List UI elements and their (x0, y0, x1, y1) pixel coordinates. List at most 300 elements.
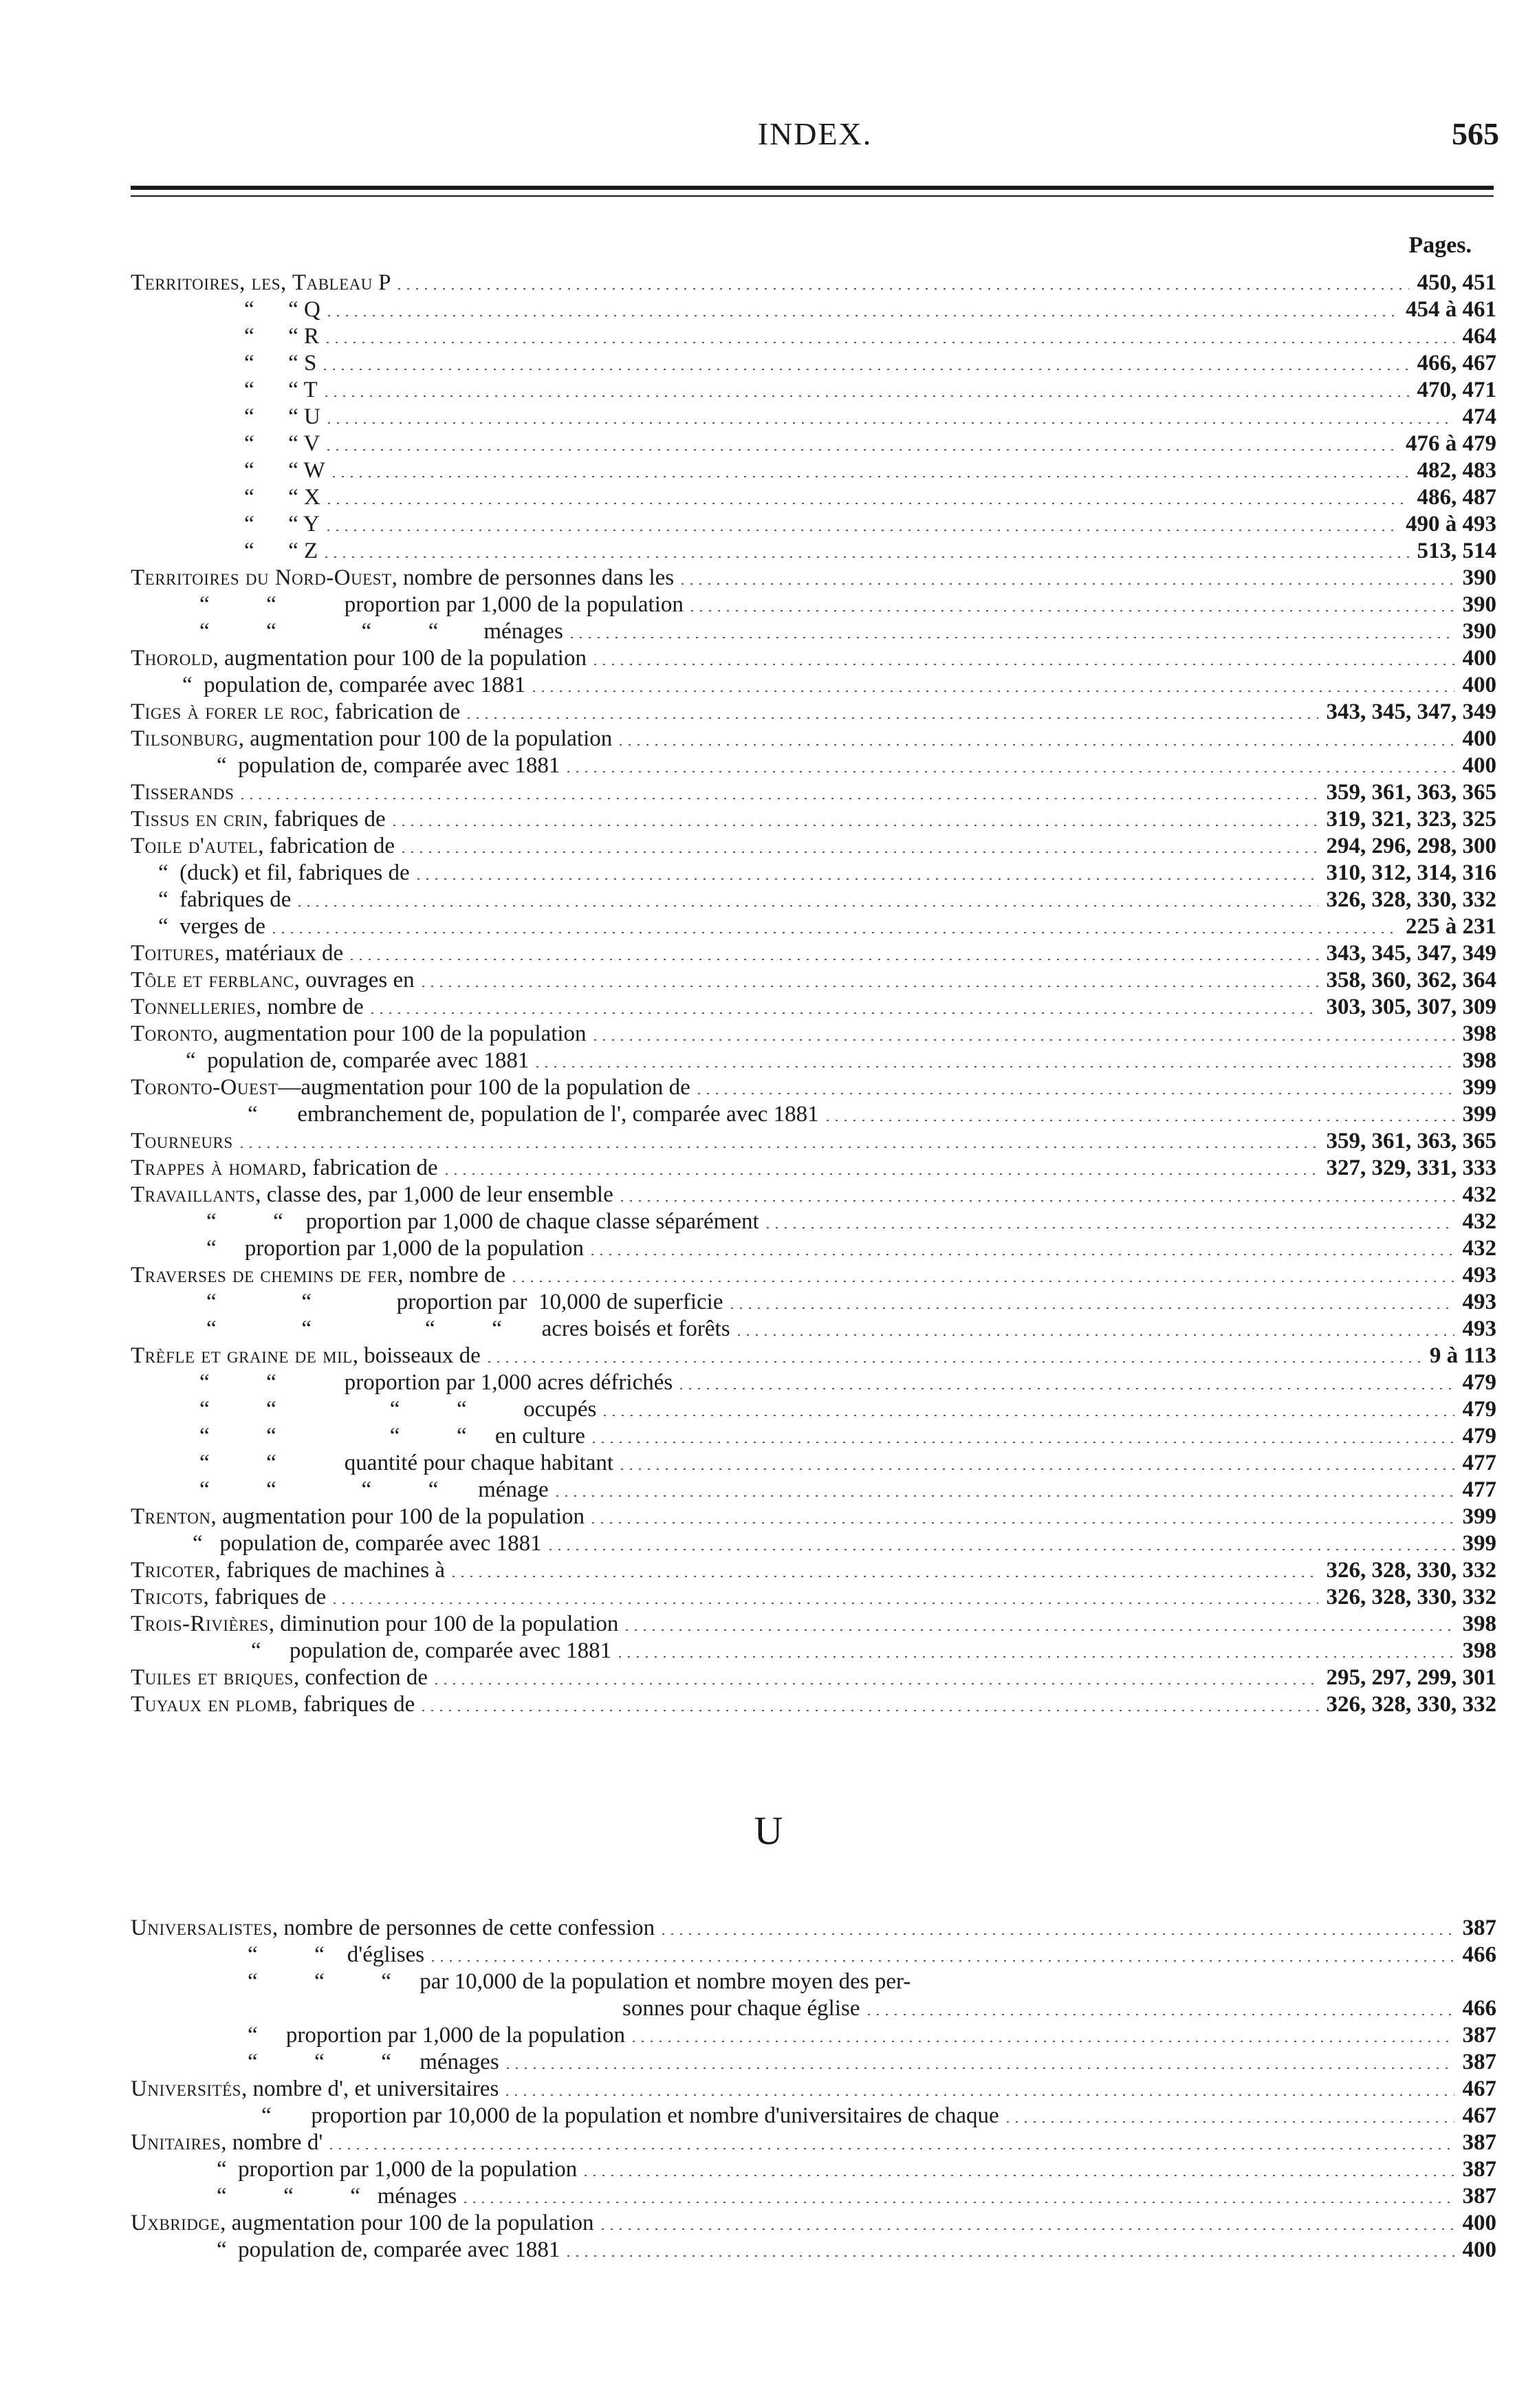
entry-pages: 513, 514 (1417, 539, 1496, 563)
entry-text: R (298, 324, 320, 349)
index-entry (131, 1584, 1496, 1611)
entry-text: , classe des, par 1,000 de leur ensemble (255, 1182, 613, 1207)
entry-pages: 387 (1462, 2157, 1496, 2182)
entry-label (131, 1664, 430, 1691)
entry-text: population de, comparée avec 1881 (192, 673, 526, 697)
ditto-marks: “ “ (244, 404, 298, 429)
entry-text: X (298, 485, 320, 510)
index-entry (131, 2237, 1496, 2264)
entry-text: W (298, 458, 325, 483)
entry-label (131, 779, 237, 806)
entry-label (158, 887, 294, 913)
entry-pages: 493 (1462, 1316, 1496, 1341)
entry-heading: Territoires du Nord-Ouest (131, 565, 392, 590)
ditto-marks: “ “ (244, 324, 298, 349)
entry-text: , fabrication de (258, 834, 395, 858)
entry-heading: Tricoter (131, 1558, 215, 1583)
entry-pages: 327, 329, 331, 333 (1326, 1156, 1496, 1180)
entry-pages: 399 (1462, 1504, 1496, 1529)
index-entry (131, 887, 1496, 913)
ditto-marks: “ “ (206, 1209, 283, 1234)
ditto-marks: “ (158, 860, 168, 885)
index-entry (131, 1664, 1496, 1691)
entry-pages: 359, 361, 363, 365 (1326, 1129, 1496, 1153)
entry-pages: 400 (1462, 726, 1496, 751)
ditto-marks: “ “ (244, 485, 298, 510)
entry-pages: 358, 360, 362, 364 (1326, 968, 1496, 993)
index-entry (131, 2210, 1496, 2237)
dot-leader (432, 1683, 1318, 1684)
dot-leader (734, 1334, 1454, 1336)
ditto-marks: “ “ (244, 297, 298, 322)
entry-heading: Traverses de chemins de fer (131, 1263, 398, 1288)
entry-pages: 450, 451 (1417, 270, 1496, 295)
index-entry (131, 1423, 1496, 1450)
entry-label (199, 1423, 588, 1450)
entry-text: embranchement de, population de l', comparée avec 1881 (257, 1102, 819, 1127)
entry-pages: 477 (1462, 1477, 1496, 1502)
entry-pages: 479 (1462, 1424, 1496, 1449)
entry-text: , matériaux de (214, 941, 344, 966)
dot-leader (564, 771, 1454, 772)
ditto-marks: “ “ (244, 378, 298, 402)
ditto-marks: “ “ (244, 458, 298, 483)
ditto-marks: “ (158, 887, 168, 912)
dot-leader (589, 1522, 1454, 1523)
entry-text: population de, comparée avec 1881 (226, 753, 560, 778)
index-entry (131, 1316, 1496, 1343)
index-entry (131, 404, 1496, 431)
entry-label (199, 592, 686, 618)
entry-text: acres boisés et forêts (501, 1316, 730, 1341)
entry-pages: 474 (1462, 404, 1496, 429)
entry-pages: 479 (1462, 1397, 1496, 1422)
index-entry (131, 2129, 1496, 2156)
entry-label (131, 645, 589, 672)
entry-text: , nombre de personnes de cette confession (272, 1916, 655, 1940)
index-section-t (131, 270, 1496, 1718)
dot-leader (461, 2202, 1454, 2203)
entry-label (158, 860, 413, 887)
entry-label (206, 1316, 733, 1343)
ditto-marks: “ “ “ (248, 1969, 391, 1994)
index-entry (131, 2049, 1496, 2076)
entry-pages: 294, 296, 298, 300 (1326, 834, 1496, 858)
entry-label (131, 699, 463, 726)
entry-label (199, 1477, 552, 1504)
entry-pages: 398 (1462, 1612, 1496, 1636)
entry-text: fabriques de (168, 887, 292, 912)
dot-leader (618, 1468, 1454, 1470)
dot-leader (325, 422, 1454, 424)
dot-leader (325, 315, 1397, 316)
dot-leader (678, 583, 1454, 585)
entry-pages: 454 à 461 (1406, 297, 1496, 322)
index-entry (131, 377, 1496, 404)
entry-text: en culture (466, 1424, 585, 1449)
entry-pages: 464 (1462, 324, 1496, 349)
entry-label (248, 2049, 502, 2076)
ditto-marks: “ (206, 1236, 217, 1261)
index-entry (131, 431, 1496, 457)
ditto-marks: “ “ “ “ (206, 1316, 502, 1341)
entry-label (622, 1995, 863, 2022)
entry-pages: 399 (1462, 1102, 1496, 1127)
entry-label (131, 1611, 621, 1638)
index-entry (131, 1611, 1496, 1638)
dot-leader (564, 2255, 1454, 2257)
entry-heading: Uxbridge (131, 2211, 221, 2235)
entry-pages: 470, 471 (1417, 378, 1496, 402)
entry-label (131, 994, 367, 1021)
entry-text: , fabriques de (203, 1585, 327, 1609)
index-entry (131, 457, 1496, 484)
ditto-marks: “ “ “ (248, 2050, 391, 2074)
ditto-marks: “ “ “ “ (199, 1477, 439, 1502)
entry-pages: 466 (1462, 1996, 1496, 2021)
index-section-u (131, 1915, 1496, 2264)
dot-leader (728, 1308, 1454, 1309)
section-letter: U (754, 1808, 783, 1853)
entry-pages: 400 (1462, 753, 1496, 778)
dot-leader (581, 2175, 1454, 2176)
entry-pages: 490 à 493 (1406, 512, 1496, 536)
entry-pages: 479 (1462, 1370, 1496, 1395)
entry-text: ménage (438, 1477, 549, 1502)
dot-leader (322, 556, 1408, 558)
entry-label (199, 1396, 599, 1423)
entry-text: population de, comparée avec 1881 (202, 1531, 542, 1556)
entry-pages: 387 (1462, 2184, 1496, 2209)
index-entry (131, 1128, 1496, 1155)
dot-leader (325, 503, 1409, 504)
index-entry (131, 1504, 1496, 1530)
entry-label (244, 323, 322, 350)
entry-pages: 400 (1462, 2237, 1496, 2262)
entry-heading: Tricots (131, 1585, 204, 1609)
index-entry (131, 1477, 1496, 1504)
index-entry (131, 2156, 1496, 2183)
entry-text: , fabriques de machines à (215, 1558, 446, 1583)
index-entry (131, 1557, 1496, 1584)
entry-label (131, 1584, 329, 1611)
ditto-marks: “ (251, 1638, 261, 1663)
entry-pages: 482, 483 (1417, 458, 1496, 483)
entry-text: S (298, 351, 317, 376)
entry-label (131, 1128, 236, 1155)
index-entry (131, 699, 1496, 726)
entry-text: population de, comparée avec 1881 (226, 2237, 560, 2262)
entry-heading: Trenton (131, 1504, 211, 1529)
index-entry (131, 484, 1496, 511)
entry-label (131, 1262, 508, 1289)
entry-label (244, 377, 320, 404)
entry-label (131, 1074, 693, 1101)
entry-pages: 400 (1462, 646, 1496, 671)
entry-text: quantité pour chaque habitant (276, 1451, 614, 1475)
entry-heading: Trois-Rivières (131, 1612, 269, 1636)
dot-leader (390, 825, 1318, 826)
entry-heading: Tiges à forer le roc (131, 699, 324, 724)
entry-text: proportion par 10,000 de superficie (312, 1290, 723, 1314)
index-entry (131, 1915, 1496, 1942)
dot-leader (616, 744, 1454, 746)
entry-text: population de, comparée avec 1881 (195, 1048, 530, 1073)
entry-label (131, 806, 389, 833)
dot-leader (270, 932, 1397, 933)
entry-label (244, 404, 323, 431)
index-entry (131, 1691, 1496, 1718)
dot-leader (330, 1603, 1318, 1604)
entry-text: , nombre de (256, 995, 364, 1019)
entry-text: , fabriques de (262, 807, 386, 832)
index-entry (131, 1021, 1496, 1048)
dot-leader (503, 2068, 1454, 2069)
entry-heading: Tilsonburg (131, 726, 239, 751)
index-entry (131, 806, 1496, 833)
ditto-marks: “ (193, 1531, 203, 1556)
ditto-marks: “ “ (206, 1290, 312, 1314)
index-entry (131, 672, 1496, 699)
index-entry (131, 1048, 1496, 1074)
dot-leader (600, 1415, 1454, 1416)
index-entry (131, 1942, 1496, 1968)
dot-leader (591, 664, 1454, 665)
entry-text: proportion par 1,000 de la population (216, 1236, 584, 1261)
entry-text: , augmentation pour 100 de la population (238, 726, 613, 751)
entry-heading: Toile d'autel (131, 834, 259, 858)
entry-label (251, 1638, 614, 1664)
entry-text: proportion par 1,000 acres défrichés (276, 1370, 673, 1395)
entry-text: , diminution pour 100 de la population (268, 1612, 619, 1636)
entry-label (131, 2129, 325, 2156)
dot-leader (589, 1442, 1454, 1443)
index-entry (131, 1155, 1496, 1182)
ditto-marks: “ (182, 673, 193, 697)
entry-label (131, 2076, 501, 2103)
entry-label (131, 1557, 448, 1584)
entry-label (131, 1021, 589, 1048)
entry-label (217, 2156, 580, 2183)
entry-label (186, 1048, 532, 1074)
index-entry (131, 752, 1496, 779)
index-entry (131, 2022, 1496, 2049)
dot-leader (419, 1710, 1318, 1711)
entry-label (199, 618, 566, 645)
dot-leader (659, 1933, 1454, 1935)
entry-pages: 326, 328, 330, 332 (1326, 1692, 1496, 1717)
entry-pages: 326, 328, 330, 332 (1326, 1558, 1496, 1583)
entry-label (244, 484, 323, 511)
entry-label (244, 511, 323, 538)
dot-leader (588, 1254, 1454, 1255)
entry-text: proportion par 1,000 de la population (276, 592, 684, 617)
entry-pages: 387 (1462, 2050, 1496, 2074)
page-header (131, 116, 1499, 157)
entry-text: , nombre de personnes dans les (391, 565, 675, 590)
index-entry (131, 538, 1496, 565)
entry-text: proportion par 1,000 de la population (257, 2023, 625, 2048)
pages-column-label: Pages. (1408, 232, 1472, 258)
dot-leader (598, 2228, 1454, 2230)
entry-heading: Universités (131, 2076, 241, 2101)
index-entry (131, 994, 1496, 1021)
entry-pages: 398 (1462, 1021, 1496, 1046)
index-entry (131, 2183, 1496, 2210)
index-entry (131, 1396, 1496, 1423)
index-entry (131, 565, 1496, 592)
entry-label (206, 1235, 587, 1262)
dot-leader (327, 2148, 1454, 2149)
entry-pages: 295, 297, 299, 301 (1326, 1665, 1496, 1690)
dot-leader (368, 1012, 1318, 1014)
dot-leader (329, 476, 1409, 477)
entry-pages: 390 (1462, 592, 1496, 617)
running-title: INDEX. (757, 116, 873, 151)
entry-heading: Travaillants (131, 1182, 256, 1207)
entry-label (131, 1155, 441, 1182)
entry-text: proportion par 1,000 de la population (226, 2157, 578, 2182)
index-entry (131, 2103, 1496, 2129)
entry-label (131, 565, 677, 592)
entry-pages: 467 (1462, 2103, 1496, 2128)
index-entry (131, 860, 1496, 887)
entry-text: Y (298, 512, 320, 536)
entry-pages: 225 à 231 (1406, 914, 1496, 939)
dot-leader (322, 395, 1409, 397)
entry-text: , boisseaux de (352, 1343, 481, 1368)
dot-leader (615, 1656, 1454, 1658)
dot-leader (414, 878, 1318, 880)
entry-pages: 400 (1462, 673, 1496, 697)
entry-text: , fabriques de (292, 1692, 415, 1717)
entry-text: d'églises (324, 1942, 425, 1967)
entry-pages: 398 (1462, 1638, 1496, 1663)
index-entry (131, 1235, 1496, 1262)
entry-pages: 486, 487 (1417, 485, 1496, 510)
entry-pages: 390 (1462, 619, 1496, 644)
entry-pages: 467 (1462, 2076, 1496, 2101)
index-entry (131, 1450, 1496, 1477)
entry-text: occupés (466, 1397, 597, 1422)
entry-text: population de, comparée avec 1881 (261, 1638, 612, 1663)
entry-text: (duck) et fil, fabriques de (168, 860, 410, 885)
index-entry (131, 940, 1496, 967)
entry-pages: 387 (1462, 2023, 1496, 2048)
entry-heading: Territoires, les, Tableau (131, 270, 373, 295)
entry-heading: Toronto (131, 1021, 213, 1046)
entry-text: ménages (438, 619, 563, 644)
dot-leader (677, 1388, 1454, 1389)
index-entry (131, 913, 1496, 940)
dot-leader (399, 852, 1318, 853)
ditto-marks: “ (217, 2157, 227, 2182)
entry-label (131, 1343, 483, 1369)
entry-pages: 9 à 113 (1429, 1343, 1496, 1368)
entry-text: proportion par 10,000 de la population et nombre d'universitaires de chaque (271, 2103, 999, 2128)
dot-leader (622, 1629, 1454, 1631)
dot-leader (464, 717, 1318, 719)
entry-pages: 399 (1462, 1075, 1496, 1100)
dot-leader (295, 905, 1318, 907)
entry-label (131, 2210, 597, 2237)
entry-label (182, 672, 528, 699)
entry-pages: 303, 305, 307, 309 (1326, 995, 1496, 1019)
entry-label (248, 1101, 822, 1128)
entry-heading: Tôle et ferblanc (131, 968, 294, 993)
entry-text: T (298, 378, 318, 402)
dot-leader (442, 1173, 1318, 1175)
dot-leader (688, 610, 1454, 611)
entry-text: , ouvrages en (294, 968, 415, 993)
entry-label (248, 1942, 427, 1968)
dot-leader (553, 1495, 1454, 1497)
entry-label (217, 2237, 563, 2264)
entry-heading: Tuiles et briques (131, 1665, 294, 1690)
entry-pages: 399 (1462, 1531, 1496, 1556)
index-entry (131, 618, 1496, 645)
entry-text: , fabrication de (323, 699, 461, 724)
entry-label (244, 296, 323, 323)
index-entry (131, 323, 1496, 350)
index-entry (131, 1074, 1496, 1101)
entry-text: V (298, 431, 320, 456)
ditto-marks: “ “ (248, 1942, 325, 1967)
entry-text: , nombre d' (221, 2130, 323, 2155)
entry-text: proportion par 1,000 de chaque classe séparément (283, 1209, 759, 1234)
dot-leader (503, 2094, 1454, 2096)
entry-heading: Tourneurs (131, 1129, 233, 1153)
entry-label (131, 1915, 657, 1942)
dot-leader (449, 1576, 1318, 1577)
entry-pages: 387 (1462, 1916, 1496, 1940)
index-entry (131, 1262, 1496, 1289)
dot-leader (324, 530, 1397, 531)
dot-leader (823, 1120, 1454, 1121)
entry-text: P (372, 270, 391, 295)
index-entry (131, 511, 1496, 538)
dot-leader (530, 691, 1454, 692)
entry-label (131, 967, 417, 994)
entry-label (131, 726, 615, 752)
ditto-marks: “ (217, 753, 227, 778)
dot-leader (238, 798, 1318, 799)
dot-leader (320, 369, 1408, 370)
dot-leader (763, 1227, 1454, 1228)
entry-heading: Tissus en crin (131, 807, 263, 832)
dot-leader (618, 1200, 1454, 1202)
entry-text: , augmentation pour 100 de la population (220, 2211, 594, 2235)
index-entry (131, 1208, 1496, 1235)
entry-heading: Trèfle et graine de mil (131, 1343, 353, 1368)
entry-heading: Unitaires (131, 2130, 221, 2155)
entry-text: par 10,000 de la population et nombre moyen des per- (391, 1969, 911, 1994)
entry-text: , fabrication de (301, 1156, 438, 1180)
dot-leader (324, 449, 1397, 451)
entry-pages: 359, 361, 363, 365 (1326, 780, 1496, 805)
entry-text: sonnes pour chaque église (622, 1996, 860, 2021)
entry-text: Z (298, 539, 318, 563)
entry-pages: 319, 321, 323, 325 (1326, 807, 1496, 832)
dot-leader (510, 1281, 1454, 1282)
dot-leader (395, 288, 1408, 290)
entry-text: , augmentation pour 100 de la population (212, 1021, 587, 1046)
index-entry (131, 592, 1496, 618)
entry-label (206, 1289, 726, 1316)
entry-pages: 477 (1462, 1451, 1496, 1475)
ditto-marks: “ “ “ “ (199, 1424, 467, 1449)
index-entry (131, 726, 1496, 752)
